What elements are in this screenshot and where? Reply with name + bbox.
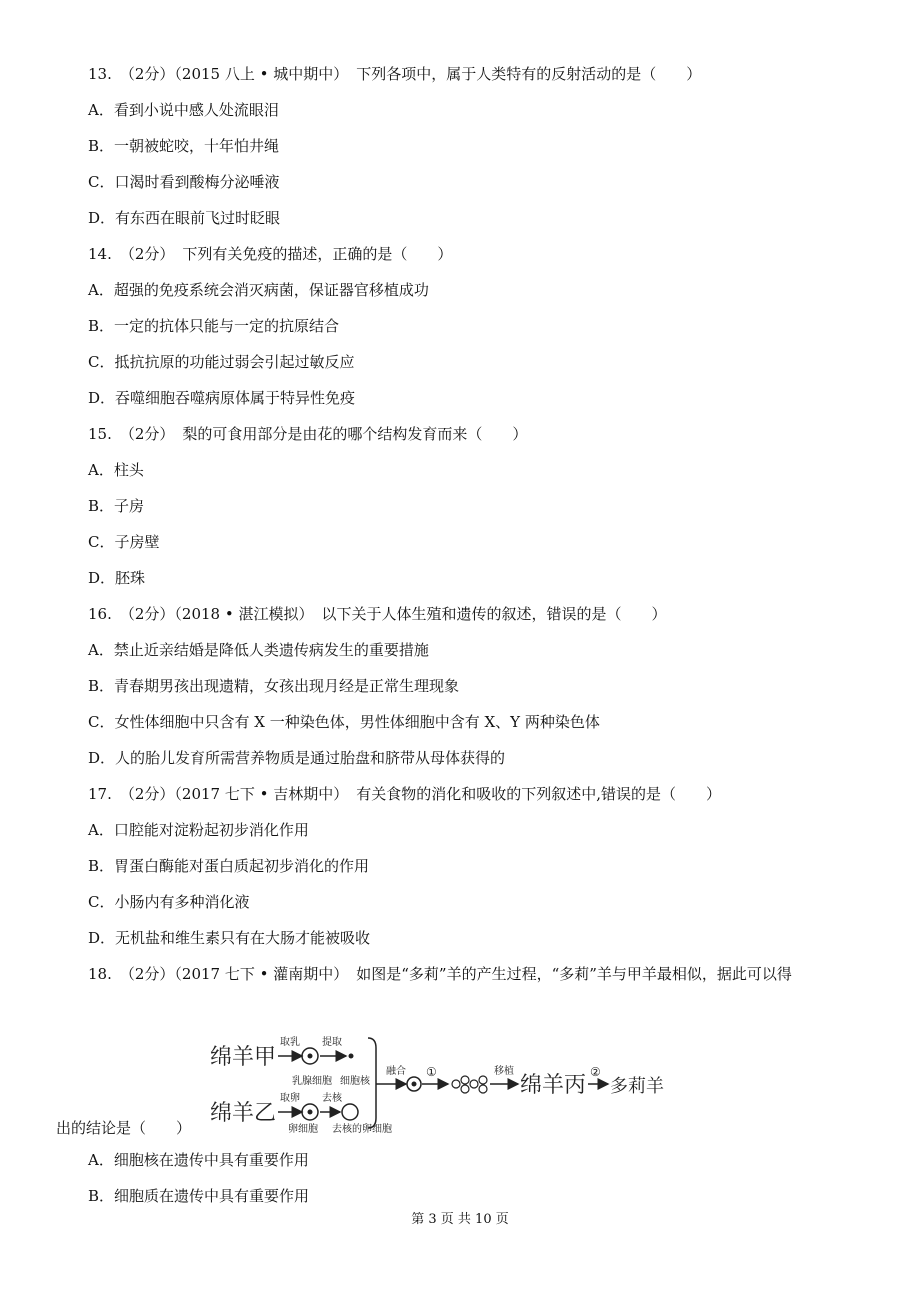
question-18-stem-cont: 出的结论是（ ） [56, 1119, 192, 1137]
option-18-b [88, 1186, 309, 1206]
option-17-a [88, 820, 309, 840]
question-text: 下列有关免疫的描述，正确的是（ ） [182, 245, 453, 263]
option-text: 口腔能对淀粉起初步消化作用 [113, 821, 309, 839]
option-15-c [88, 532, 160, 552]
option-letter: D． [88, 749, 116, 767]
udder-cell-label: 乳腺细胞 [292, 1076, 332, 1087]
question-score: （2分） [119, 785, 175, 803]
question-14-stem [88, 244, 452, 264]
option-14-b [88, 316, 339, 336]
option-text: 胃蛋白酶能对蛋白质起初步消化的作用 [114, 857, 370, 875]
question-score: （2分） [119, 965, 175, 983]
question-text: 下列各项中，属于人类特有的反射活动的是（ ） [356, 65, 702, 83]
enucleated-egg-label: 去核的卵细胞 [332, 1124, 392, 1135]
option-letter: C． [88, 173, 115, 191]
option-text: 一朝被蛇咬，十年怕井绳 [114, 137, 280, 155]
nucleus-label: 细胞核 [340, 1076, 370, 1087]
step-1-label: ① [426, 1065, 437, 1079]
step-2-label: ② [590, 1065, 601, 1079]
option-text: 青春期男孩出现遗精，女孩出现月经是正常生理现象 [114, 677, 460, 695]
option-15-b [88, 496, 144, 516]
extract-label: 提取 [322, 1037, 342, 1048]
implant-label: 移植 [494, 1066, 514, 1077]
dolly-label: 多莉羊 [610, 1076, 664, 1097]
question-score: （2分） [119, 65, 175, 83]
option-13-c [88, 172, 280, 192]
nucleus-dot-icon [308, 1054, 313, 1059]
question-number: 18. [88, 965, 112, 983]
option-15-d [88, 568, 145, 588]
option-text: 一定的抗体只能与一定的抗原结合 [114, 317, 340, 335]
option-letter: D． [88, 389, 116, 407]
question-source: （2018 • 湛江模拟） [174, 605, 314, 623]
option-letter: A． [88, 461, 114, 479]
question-number: 14. [88, 245, 112, 263]
option-letter: B． [88, 317, 115, 335]
question-score: （2分） [119, 605, 175, 623]
egg-cell-label: 卵细胞 [288, 1124, 318, 1135]
question-number: 13. [88, 65, 112, 83]
option-letter: A． [88, 1151, 114, 1169]
sheep-c-label: 绵羊丙 [520, 1073, 587, 1098]
option-15-a [88, 460, 144, 480]
question-number: 17. [88, 785, 112, 803]
option-letter: A． [88, 821, 114, 839]
option-16-b [88, 676, 459, 696]
option-text: 子房壁 [114, 533, 160, 551]
option-text: 柱头 [113, 461, 144, 479]
option-letter: A． [88, 101, 114, 119]
sheep-a-label: 绵羊甲 [210, 1045, 277, 1070]
option-13-d [88, 208, 280, 228]
option-16-c [88, 712, 600, 732]
option-17-c [88, 892, 250, 912]
question-number: 15. [88, 425, 112, 443]
question-18-stem [88, 964, 792, 984]
option-text: 禁止近亲结婚是降低人类遗传病发生的重要措施 [113, 641, 429, 659]
option-text: 细胞质在遗传中具有重要作用 [114, 1187, 310, 1205]
option-16-a [88, 640, 429, 660]
option-text: 细胞核在遗传中具有重要作用 [113, 1151, 309, 1169]
nucleus-icon [349, 1054, 354, 1059]
question-text: 有关食物的消化和吸收的下列叙述中,错误的是（ ） [356, 785, 722, 803]
option-text: 女性体细胞中只含有 X 一种染色体，男性体细胞中含有 X、Y 两种染色体 [114, 713, 600, 731]
question-17-stem [88, 784, 721, 804]
option-17-d [88, 928, 370, 948]
question-score: （2分） [119, 245, 175, 263]
option-text: 吞噬细胞吞噬病原体属于特异性免疫 [115, 389, 356, 407]
option-letter: A． [88, 281, 114, 299]
option-letter: C． [88, 353, 115, 371]
question-15-stem [88, 424, 527, 444]
option-18-a [88, 1150, 309, 1170]
question-number: 16. [88, 605, 112, 623]
question-source: （2017 七下 • 吉林期中） [174, 785, 349, 803]
option-14-c [88, 352, 355, 372]
question-text: 梨的可食用部分是由花的哪个结构发育而来（ ） [182, 425, 528, 443]
enucleated-egg-icon [342, 1104, 358, 1120]
question-text: 如图是“多莉”羊的产生过程，“多莉”羊与甲羊最相似，据此可以得 [356, 965, 792, 983]
option-text: 无机盐和维生素只有在大肠才能被吸收 [115, 929, 371, 947]
option-letter: D． [88, 209, 116, 227]
option-text: 口渴时看到酸梅分泌唾液 [114, 173, 280, 191]
option-letter: A． [88, 641, 114, 659]
question-score: （2分） [119, 425, 175, 443]
option-letter: D． [88, 929, 116, 947]
fuse-label: 融合 [386, 1066, 406, 1077]
option-letter: B． [88, 1187, 115, 1205]
question-16-stem [88, 604, 666, 624]
option-16-d [88, 748, 505, 768]
option-letter: B． [88, 677, 115, 695]
question-source: （2017 七下 • 灌南期中） [174, 965, 349, 983]
option-text: 子房 [114, 497, 145, 515]
option-text: 小肠内有多种消化液 [114, 893, 250, 911]
option-letter: D． [88, 569, 116, 587]
option-13-b [88, 136, 279, 156]
option-text: 胚珠 [115, 569, 146, 587]
embryo-icon [452, 1076, 487, 1093]
option-letter: C． [88, 893, 115, 911]
option-letter: C． [88, 533, 115, 551]
option-text: 超强的免疫系统会消灭病菌，保证器官移植成功 [113, 281, 429, 299]
option-letter: C． [88, 713, 115, 731]
nucleus-dot-icon [308, 1110, 313, 1115]
remove-nucleus-label: 去核 [322, 1093, 342, 1104]
page-footer: 第 3 页 共 10 页 [411, 1212, 509, 1227]
take-egg-label: 取卵 [280, 1093, 300, 1104]
sheep-b-label: 绵羊乙 [210, 1101, 277, 1126]
option-13-a [88, 100, 279, 120]
option-14-a [88, 280, 429, 300]
nucleus-dot-icon [412, 1082, 417, 1087]
option-text: 有东西在眼前飞过时眨眼 [115, 209, 281, 227]
question-source: （2015 八上 • 城中期中） [174, 65, 349, 83]
option-text: 看到小说中感人处流眼泪 [113, 101, 279, 119]
option-text: 抵抗抗原的功能过弱会引起过敏反应 [114, 353, 355, 371]
option-17-b [88, 856, 369, 876]
dolly-cloning-diagram [210, 1028, 670, 1136]
take-udder-label: 取乳 [280, 1037, 300, 1048]
option-letter: B． [88, 137, 115, 155]
question-text: 以下关于人体生殖和遗传的叙述，错误的是（ ） [321, 605, 667, 623]
option-letter: B． [88, 497, 115, 515]
option-text: 人的胎儿发育所需营养物质是通过胎盘和脐带从母体获得的 [115, 749, 506, 767]
question-13-stem [88, 64, 701, 84]
option-14-d [88, 388, 355, 408]
option-letter: B． [88, 857, 115, 875]
